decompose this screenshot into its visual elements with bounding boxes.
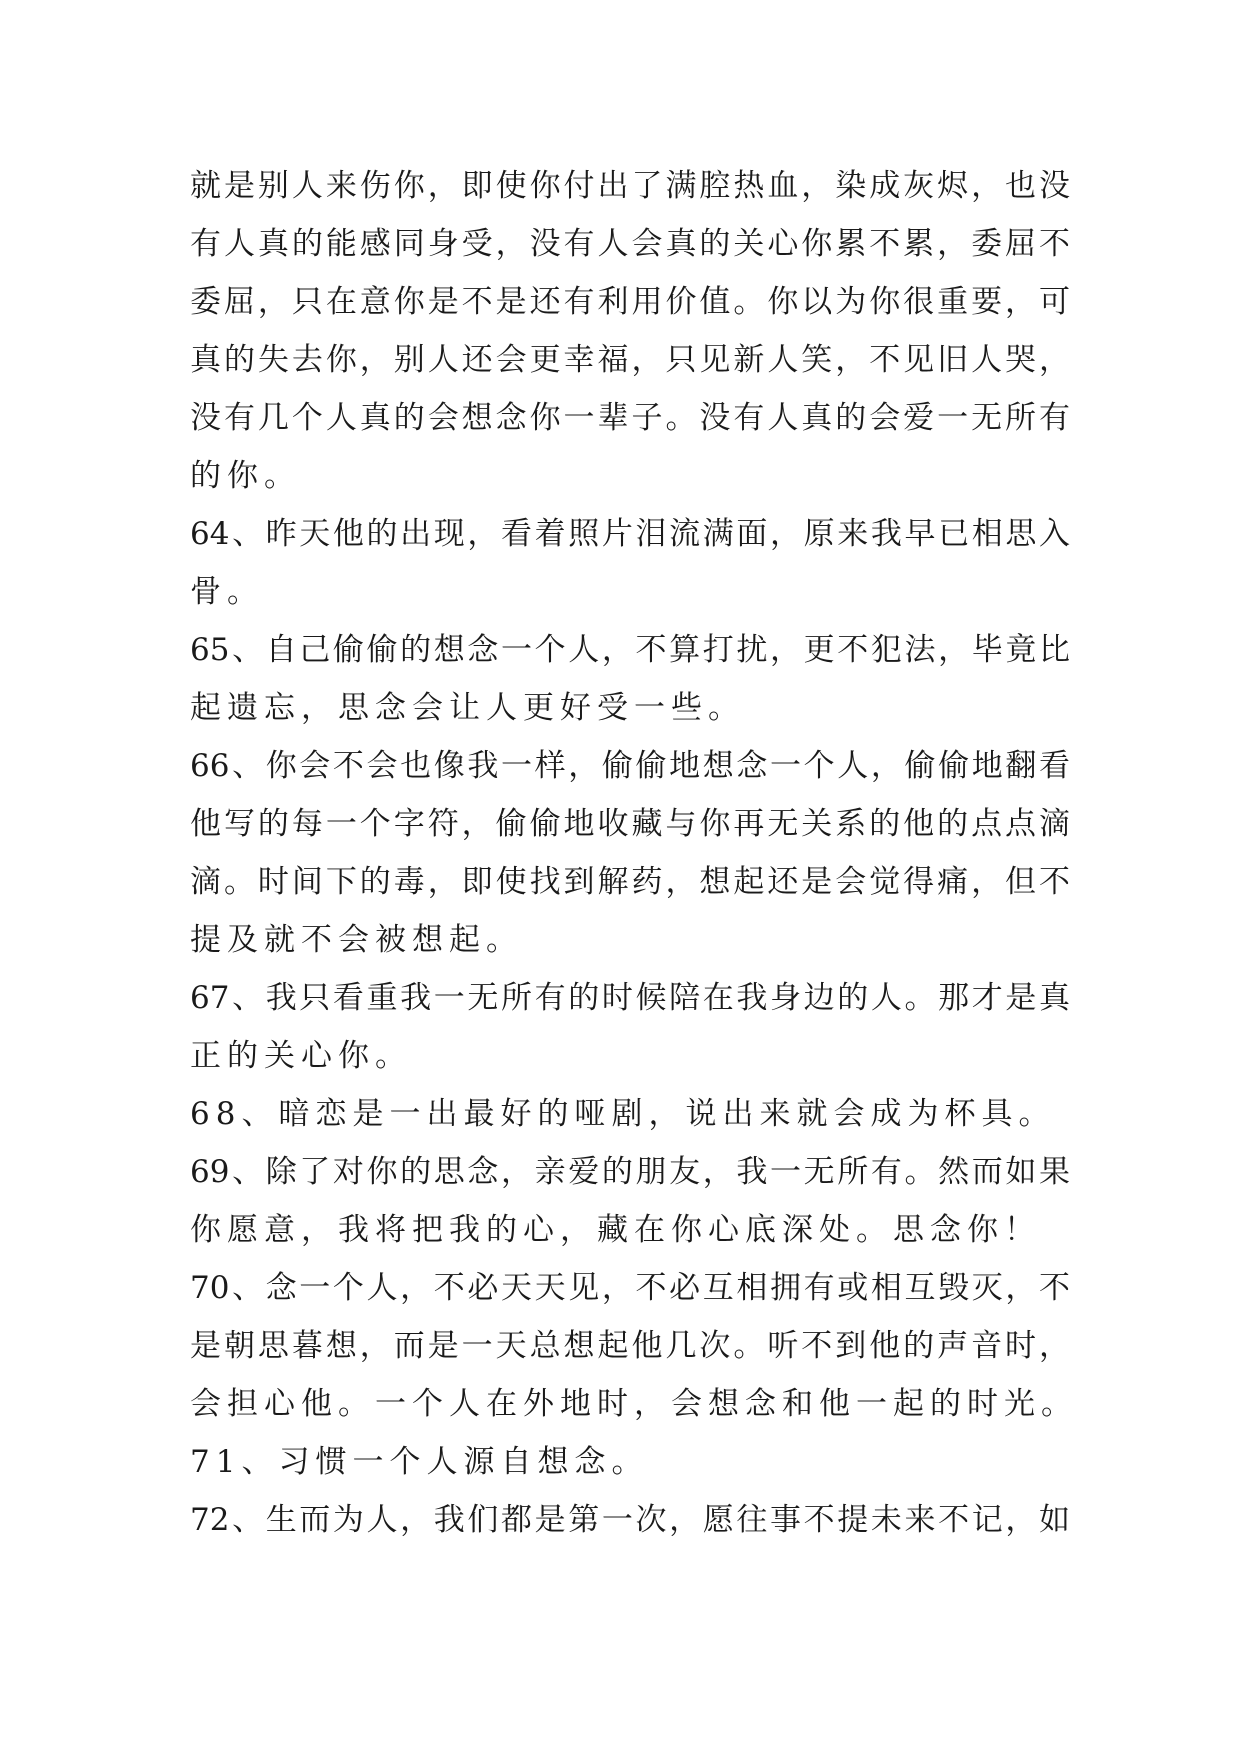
text-line: 真的失去你，别人还会更幸福，只见新人笑，不见旧人哭， [190,342,1070,378]
body-text [190,157,1078,1549]
text-line: 你愿意，我将把我的心，藏在你心底深处。思念你！ [190,1212,1041,1248]
text-line: 67、我只看重我一无所有的时候陪在我身边的人。那才是真 [190,980,1070,1016]
text-line: 70、念一个人，不必天天见，不必互相拥有或相互毁灭，不 [190,1270,1070,1306]
text-line: 72、生而为人，我们都是第一次，愿往事不提未来不记，如 [190,1502,1070,1538]
text-line: 64、昨天他的出现，看着照片泪流满面，原来我早已相思入 [190,516,1070,552]
text-line: 71、习惯一个人源自想念。 [190,1444,649,1480]
text-line: 滴。时间下的毒，即使找到解药，想起还是会觉得痛，但不 [190,864,1070,900]
text-line: 骨。 [190,574,264,610]
text-line: 的你。 [190,458,301,494]
text-line: 66、你会不会也像我一样，偷偷地想念一个人，偷偷地翻看 [190,748,1070,784]
text-line: 起遗忘，思念会让人更好受一些。 [190,690,745,726]
text-line: 提及就不会被想起。 [190,922,523,958]
text-line: 68、暗恋是一出最好的哑剧，说出来就会成为杯具。 [190,1096,1056,1132]
text-line: 没有几个人真的会想念你一辈子。没有人真的会爱一无所有 [190,400,1070,436]
text-line: 69、除了对你的思念，亲爱的朋友，我一无所有。然而如果 [190,1154,1070,1190]
text-line: 就是别人来伤你，即使你付出了满腔热血，染成灰烬，也没 [190,168,1070,204]
text-line: 65、自己偷偷的想念一个人，不算打扰，更不犯法，毕竟比 [190,632,1070,668]
text-line: 正的关心你。 [190,1038,412,1074]
text-line: 会担心他。一个人在外地时，会想念和他一起的时光。 [190,1386,1078,1422]
text-line: 是朝思暮想，而是一天总想起他几次。听不到他的声音时， [190,1328,1070,1364]
text-line: 他写的每一个字符，偷偷地收藏与你再无关系的他的点点滴 [190,806,1070,842]
text-line: 委屈，只在意你是不是还有利用价值。你以为你很重要，可 [190,284,1070,320]
text-line: 有人真的能感同身受，没有人会真的关心你累不累，委屈不 [190,226,1070,262]
